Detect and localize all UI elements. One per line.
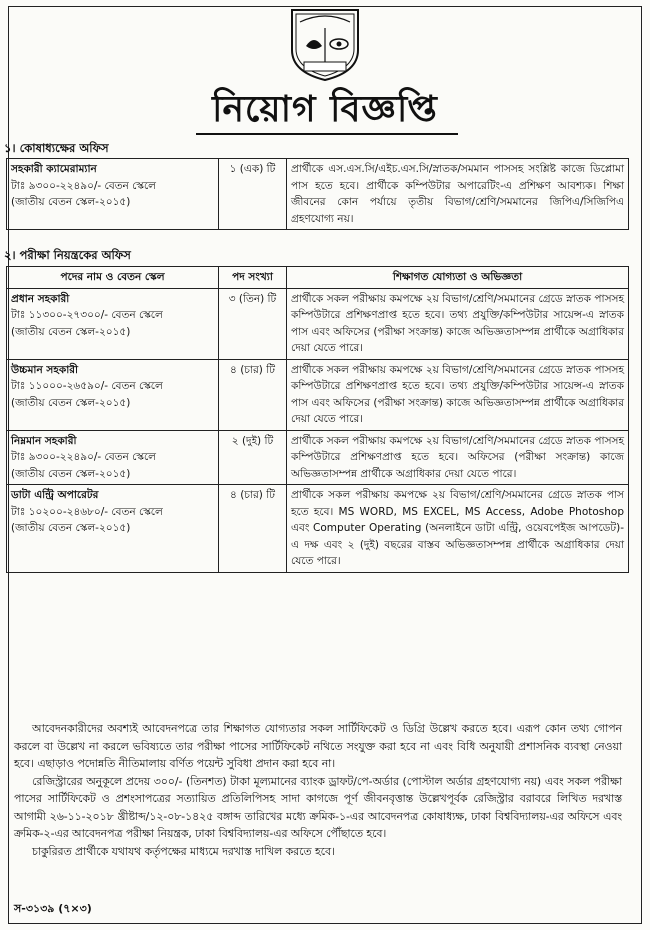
post-cell <box>7 288 219 359</box>
section-2-table <box>6 266 629 573</box>
table-row <box>7 159 629 230</box>
post-cell <box>7 430 219 485</box>
table-header-row <box>7 267 629 289</box>
requirement-text: প্রার্থীকে সকল পরীক্ষায় কমপক্ষে ২য় বিভাগ/শ্রেণি/সমমানের গ্রেডে স্নাতক পাসসহ কম্পিউটারে প্রশিক্ষণপ্রাপ্ত হতে হবে। তথ্য প্রযুক্তি/কম্পিউটার সায়েন্স-এ স্নাতক পাস এবং অফিসের (পরীক্ষা সংক্রান্ত) কাজে অভিজ্ঞতাসম্পন্ন প্রার্থীকে অগ্রাধিকার দেয়া যেতে পারে। <box>287 288 629 359</box>
page-title: নিয়োগ বিজ্ঞপ্তি <box>212 89 438 130</box>
post-name: প্রধান সহকারী <box>11 292 70 305</box>
note-paragraph: রেজিস্ট্রারের অনুকূলে প্রদেয় ৩০০/- (তিনশত) টাকা মূল্যমানের ব্যাংক ড্রাফট/পে-অর্ডার (পোস্টাল অর্ডার গ্রহণযোগ্য নয়) এবং সকল পরীক্ষা পাসের সার্টিফিকেট ও প্রশংসাপত্রের সত্যায়িত প্রতিলিপিসহ সাদা কাগজে পূর্ণ জীবনবৃত্তান্ত উল্লেখপূর্বক রেজিস্ট্রার বরাবরে লিখিত দরখাস্ত আগামী ২৬-১১-২০১৮ খ্রীষ্টাব্দ/১২-০৮-১৪২৫ বঙ্গাব্দ তারিখের মধ্যে ক্রমিক-১-এর আবেদনপত্র কোষাধ্যক্ষ, ঢাকা বিশ্ববিদ্যালয়-এর অফিসে এবং ক্রমিক-২-এর আবেদনপত্র পরীক্ষা নিয়ন্ত্রক, ঢাকা বিশ্ববিদ্যালয়-এর অফিসে পৌঁছাতে হবে। <box>14 774 622 840</box>
pay-scale: টাঃ ১১৩০০-২৭৩০০/- বেতন স্কেলে <box>11 309 163 321</box>
post-count: ২ (দুই) টি <box>219 430 287 485</box>
table-row <box>7 485 629 573</box>
reference-number: স-৩১৩৯ (৭×৩) <box>14 902 92 915</box>
requirement-text: প্রার্থীকে এস.এস.সি/এইচ.এস.সি/স্নাতক/সমমান পাসসহ সংশ্লিষ্ট কাজে ডিপ্লোমা পাস হতে হবে। প্রার্থীকে কম্পিউটার অপারেটিং-এ প্রশিক্ষণ আবশ্যক। শিক্ষা জীবনের কোন পর্যায়ে তৃতীয় বিভাগ/শ্রেণি/সমমানের জিপিএ/সিজিপিএ গ্রহণযোগ্য নয়। <box>287 159 629 230</box>
post-cell <box>7 485 219 573</box>
requirement-text: প্রার্থীকে সকল পরীক্ষায় কমপক্ষে ২য় বিভাগ/শ্রেণি/সমমানের গ্রেডে স্নাতক পাস হতে হবে। MS WORD, MS EXCEL, MS Access, Adobe Photoshop এবং Computer Operating (অনলাইনে ডাটা এন্ট্রি, ওয়েবপেইজ আপডেট)-এ দক্ষ এবং ২ (দুই) বছরের বাস্তব অভিজ্ঞতাসম্পন্ন প্রার্থীকে অগ্রাধিকার দেয়া যেতে পারে। <box>287 485 629 573</box>
post-name: ডাটা এন্ট্রি অপারেটর <box>11 489 99 501</box>
national-scale: (জাতীয় বেতন স্কেল-২০১৫) <box>11 396 131 409</box>
column-header: শিক্ষাগত যোগ্যতা ও অভিজ্ঞতা <box>287 267 629 289</box>
table-row <box>7 359 629 430</box>
post-count: ৩ (তিন) টি <box>219 288 287 359</box>
column-header: পদ সংখ্যা <box>219 267 287 289</box>
table-row <box>7 430 629 485</box>
requirement-text: প্রার্থীকে সকল পরীক্ষায় কমপক্ষে ২য় বিভাগ/শ্রেণি/সমমানের গ্রেডে স্নাতক পাসসহ কম্পিউটারে প্রশিক্ষণপ্রাপ্ত হতে হবে। অফিসের (পরীক্ষা সংক্রান্ত) কাজে অভিজ্ঞতাসম্পন্ন প্রার্থীকে অগ্রাধিকার দেয়া যেতে পারে। <box>287 430 629 485</box>
pay-scale: টাঃ ৯৩০০-২২৪৯০/- বেতন স্কেলে <box>11 451 157 463</box>
column-header: পদের নাম ও বেতন স্কেল <box>7 267 219 289</box>
post-count: ৪ (চার) টি <box>219 485 287 573</box>
post-name: সহকারী ক্যামেরাম্যান <box>11 163 97 175</box>
requirement-text: প্রার্থীকে সকল পরীক্ষায় কমপক্ষে ২য় বিভাগ/শ্রেণি/সমমানের গ্রেডে স্নাতক পাসসহ কম্পিউটারে প্রশিক্ষণপ্রাপ্ত হতে হবে। তথ্য প্রযুক্তি/কম্পিউটার সায়েন্স-এ স্নাতক পাস এবং অফিসের (পরীক্ষা সংক্রান্ত) কাজে অভিজ্ঞতাসম্পন্ন প্রার্থীকে অগ্রাধিকার দেয়া যেতে পারে। <box>287 359 629 430</box>
application-notes <box>14 720 622 860</box>
pay-scale: টাঃ ১১০০০-২৬৫৯০/- বেতন স্কেলে <box>11 380 163 392</box>
section-1-table <box>6 158 629 230</box>
post-cell <box>7 359 219 430</box>
university-seal-icon <box>286 6 364 82</box>
post-name: উচ্চমান সহকারী <box>11 363 79 376</box>
national-scale: (জাতীয় বেতন স্কেল-২০১৫) <box>11 196 131 208</box>
post-cell <box>7 159 219 230</box>
national-scale: (জাতীয় বেতন স্কেল-২০১৫) <box>11 325 131 338</box>
post-name: নিম্নমান সহকারী <box>11 434 77 447</box>
national-scale: (জাতীয় বেতন স্কেল-২০১৫) <box>11 467 131 480</box>
pay-scale: টাঃ ১০২০০-২৪৬৮০/- বেতন স্কেলে <box>11 505 163 518</box>
national-scale: (জাতীয় বেতন স্কেল-২০১৫) <box>11 522 131 534</box>
note-paragraph: চাকুরিরত প্রার্থীকে যথাযথ কর্তৃপক্ষের মাধ্যমে দরখাস্ত দাখিল করতে হবে। <box>32 844 335 858</box>
table-row <box>7 288 629 359</box>
post-count: ১ (এক) টি <box>219 159 287 230</box>
section-1-heading: ১। কোষাধ্যক্ষের অফিস <box>4 141 109 155</box>
note-paragraph: আবেদনকারীদের অবশ্যই আবেদনপত্রে তার শিক্ষাগত যোগ্যতার সকল সার্টিফিকেট ও ডিগ্রি উল্লেখ করতে হবে। এরূপ কোন তথ্য গোপন করলে বা উল্লেখ না করলে ভবিষ্যতে তার পরীক্ষা পাসের সার্টিফিকেট নথিতে সংযুক্ত করা হবে না এবং বিধি অনুযায়ী প্রশাসনিক ব্যবস্থা নেওয়া হবে। এছাড়াও পদোন্নতি নীতিমালায় বর্ণিত পয়েন্ট সুবিধা প্রদান করা হবে না। <box>14 722 622 770</box>
post-count: ৪ (চার) টি <box>219 359 287 430</box>
pay-scale: টাঃ ৯৩০০-২২৪৯০/- বেতন স্কেলে <box>11 179 157 192</box>
section-2-heading: ২। পরীক্ষা নিয়ন্ত্রকের অফিস <box>4 248 131 262</box>
title-underline <box>196 133 458 135</box>
